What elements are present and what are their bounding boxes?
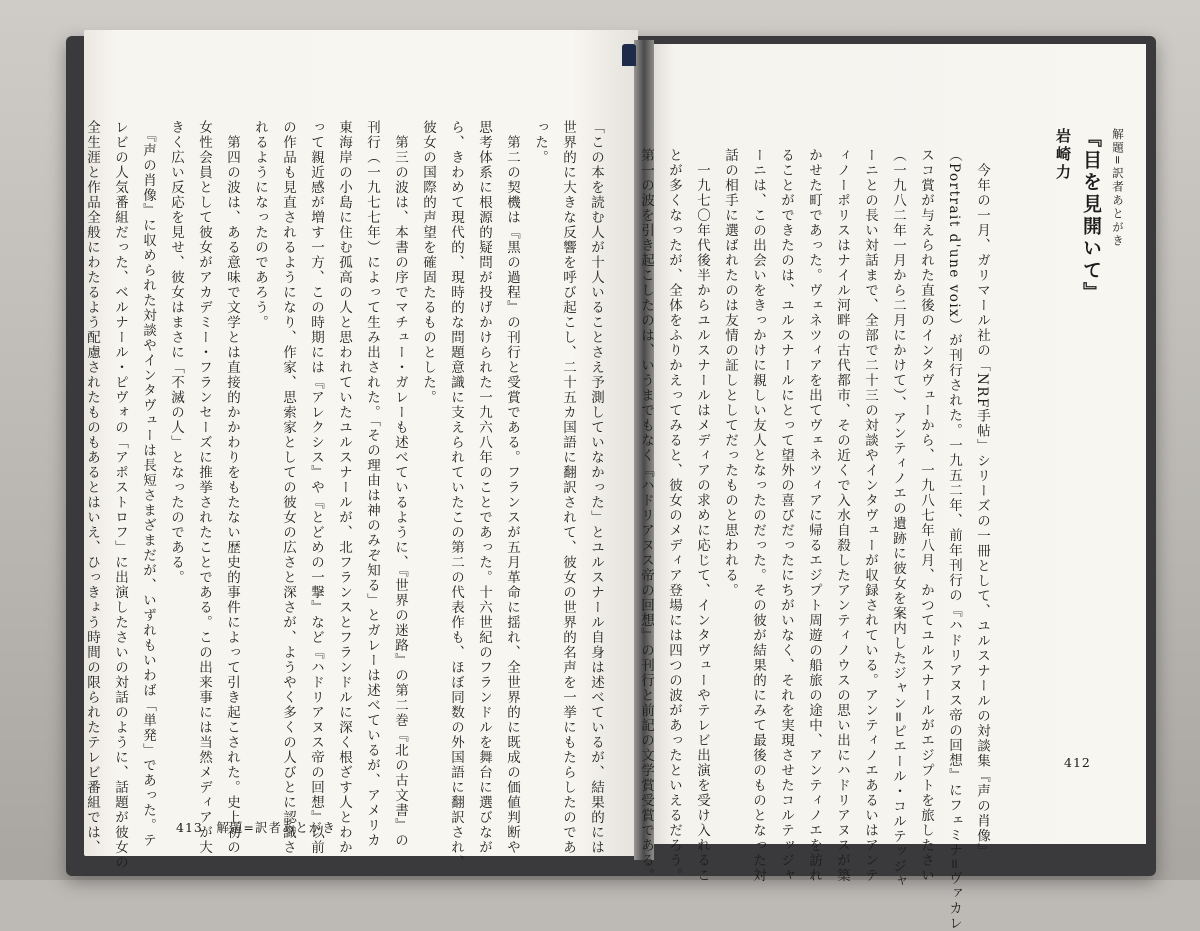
chapter-header <box>1010 128 1130 388</box>
section-label: 解題=訳者あとがき <box>1111 128 1125 248</box>
right-page-body-text: 今年の一月、ガリマール社の「NRF手帖」シリーズの一冊として、ユルスナールの対談集『声の肖像』 （Portrait d'une voix）が刊行された。一九五二年、前年刊行の『ハドリアヌス帝の回想』にフェミナ=ヴァカレ スコ賞が与えられた直後のインタヴューから、一九八七年八月、かつてユルスナールがエジプトを旅したさい （一九八二年一月から二月にかけて）、アンティノエの遺跡に彼女を案内したジャン=ピエール・コルテッジャ ーニとの長い対話まで、全部で二十三の対談やインタヴューが収録されている。アンティノエあるいはアンテ ィノーポリスはナイル河畔の古代都市、その近くで入水自殺したアンティノウスの思い出にハドリアヌスが築 かせた町であった。ヴェネツィアを出てヴェネツィアに帰るエジプト周遊の船旅の途中、アンティノエを訪れ ることができたのは、ユルスナールにとって望外の喜びだったにちがいなく、それを実現させたコルテッジャ ーニは、この出会いをきっかけに親しい友人となったのだった。その彼が結果的にみて最後のものとなった対 話の相手に選ばれたのは友情の証しとしてだったものと思われる。 一九七〇年代後半からユルスナールはメディアの求めに応じて、インタヴューやテレビ出演を受け入れるこ とが多くなったが、全体をふりかえってみると、彼女のメディア登場には四つの波があったといえるだろう。 第一の波を引き起こしたのは、いうまでもなく『ハドリアヌス帝の回想』の刊行と前記の文学賞受賞である。 <box>638 148 990 931</box>
chapter-title: 『目を見開いて』 <box>1080 128 1102 304</box>
left-page-folio: 413 解題=訳者あとがき <box>176 820 336 835</box>
author-name: 岩崎力 <box>1054 128 1072 182</box>
left-page-body-text: 「この本を読む人が十人いることさえ予測していなかった」とユルスナール自身は述べているが、結果的には 世界的に大きな反響を呼び起こし、二十五カ国語に翻訳されて、彼女の世界的名声を一挙にもたらしたのであ った。 第二の契機は『黒の過程』の刊行と受賞である。フランスが五月革命に揺れ、全世界的に既成の価値判断や 思考体系に根源的疑問が投げかけられた一九六八年のことであった。十六世紀のフランドルを舞台に選びなが ら、きわめて現代的、現時的な問題意識に支えられていたこの第二の代表作も、ほぼ同数の外国語に翻訳され、 彼女の国際的声望を確固たるものとした。 第三の波は、本書の序でマチュー・ガレーも述べているように、『世界の迷路』の第二巻『北の古文書』の 刊行（一九七七年）によって生み出された。「その理由は神のみぞ知る」とガレーは述べているが、アメリカ 東海岸の小島に住む孤高の人と思われていたユルスナールが、北フランスとフランドルに深く根ざす人とわか って親近感が増す一方、この時期には『アレクシス』や『とどめの一撃』など『ハドリアヌス帝の回想』以前 の作品も見直されるようになり、作家、思索家としての彼女の広さと深さが、ようやく多くの人びとに認識さ れるようになったのであろう。 第四の波は、ある意味で文学とは直接的かかわりをもたない歴史的事件によって引き起こされた。史上初の 女性会員として彼女がアカデミー・フランセーズに推挙されたことである。この出来事には当然メディアが大 きく広い反応を見せ、彼女はまさに「不滅の人」となったのである。 『声の肖像』に収められた対談やインタヴューは長短さまざまだが、いずれもいわば「単発」であった。テ レビの人気番組だった、ベルナール・ピヴォの「アポストロフ」に出演したさいの対話のように、話題が彼女の 全生涯と作品全般にわたるよう配慮されたものもあるとはいえ、ひっきょう時間の限られたテレビ番組では、 <box>84 120 604 870</box>
bookmark-ribbon <box>622 44 636 66</box>
right-page-folio: 412 <box>1064 755 1091 770</box>
